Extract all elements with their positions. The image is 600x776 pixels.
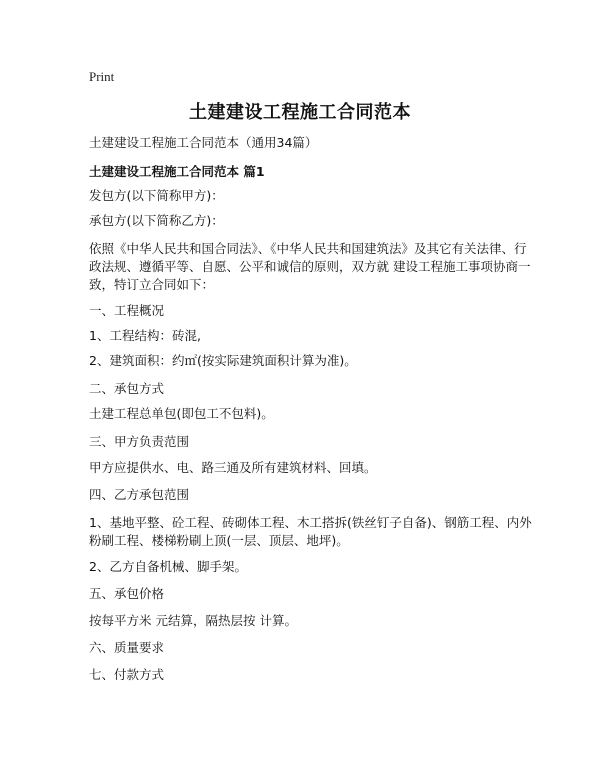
paragraph-party-a: 发包方(以下简称甲方)： (89, 188, 224, 203)
heading-contract-method: 二、承包方式 (89, 381, 165, 396)
paragraph-area: 2、建筑面积：约㎡(按实际建筑面积计算为准)。 (89, 353, 357, 368)
paragraph-party-a-scope: 甲方应提供水、电、路三通及所有建筑材料、回填。 (89, 460, 377, 475)
paragraph-contract-price: 按每平方米 元结算，隔热层按 计算。 (89, 613, 297, 628)
paragraph-party-b: 承包方(以下简称乙方)： (89, 213, 224, 228)
heading-payment-method: 七、付款方式 (89, 667, 165, 682)
document-title: 土建建设工程施工合同范本 (189, 102, 411, 123)
section-heading: 土建建设工程施工合同范本 篇1 (89, 164, 265, 179)
paragraph-legal-basis-line-3: 致，特订立合同如下： (89, 277, 215, 292)
print-label: Print (89, 69, 115, 84)
paragraph-legal-basis-line-2: 政法规、遵循平等、自愿、公平和诚信的原则，双方就 建设工程施工事项协商一 (89, 259, 531, 274)
paragraph-contract-method: 土建工程总单包(即包工不包料)。 (89, 406, 274, 421)
heading-quality-requirements: 六、质量要求 (89, 640, 165, 655)
document-subtitle: 土建建设工程施工合同范本（通用34篇） (89, 135, 318, 150)
paragraph-party-b-scope-line-2: 粉刷工程、楼梯粉刷上顶(一层、顶层、地坪)。 (89, 533, 349, 548)
heading-contract-price: 五、承包价格 (89, 586, 165, 601)
paragraph-legal-basis-line-1: 依照《中华人民共和国合同法》、《中华人民共和国建筑法》及其它有关法律、行 (89, 241, 527, 256)
paragraph-equipment: 2、乙方自备机械、脚手架。 (89, 559, 247, 574)
paragraph-party-b-scope-line-1: 1、基地平整、砼工程、砖砌体工程、木工搭拆(铁丝钉子自备)、钢筋工程、内外 (89, 515, 532, 530)
heading-party-a-scope: 三、甲方负责范围 (89, 434, 190, 449)
paragraph-structure: 1、工程结构：砖混, (89, 328, 201, 343)
heading-party-b-scope: 四、乙方承包范围 (89, 487, 190, 502)
heading-project-overview: 一、工程概况 (89, 303, 165, 318)
